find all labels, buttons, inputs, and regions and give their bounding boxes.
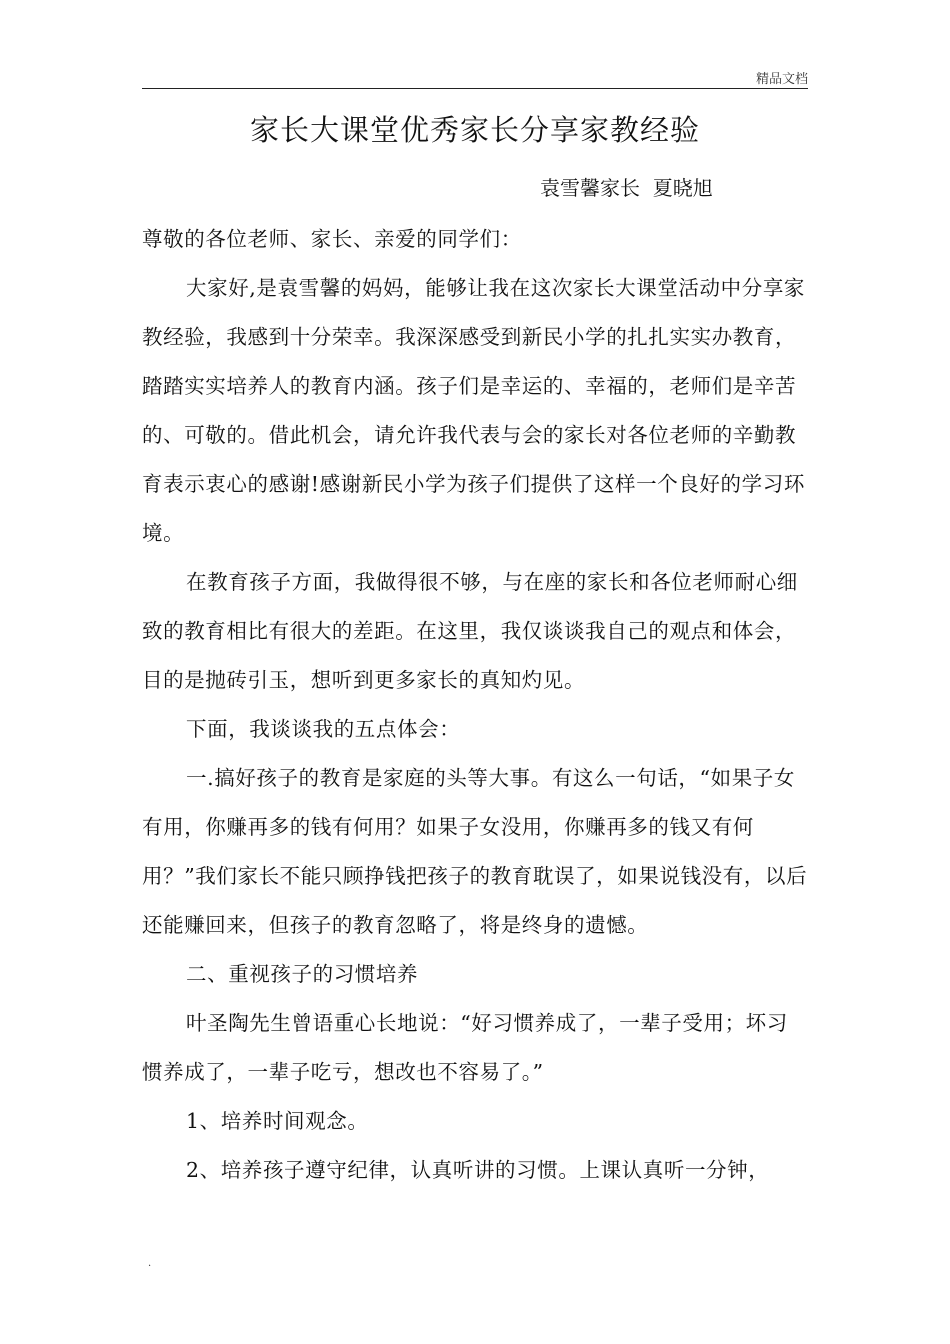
footer-mark: . — [148, 1258, 152, 1269]
list-item-time: 1、培养时间观念。 — [186, 1109, 369, 1133]
salutation: 尊敬的各位老师、家长、亲爱的同学们： — [142, 227, 522, 251]
header-divider — [142, 88, 808, 89]
paragraph-intro-points: 下面，我谈谈我的五点体会： — [186, 717, 461, 741]
paragraph-modesty: 在教育孩子方面，我做得很不够，与在座的家长和各位老师耐心细致的教育相比有很大的差距。在这里，我仅谈谈我自己的观点和体会，目的是抛砖引玉，想听到更多家长的真知灼见。 — [142, 570, 798, 692]
paragraph-quote: 叶圣陶先生曾语重心长地说：“好习惯养成了，一辈子受用；坏习惯养成了，一辈子吃亏，想改也不容易了。” — [142, 1011, 788, 1084]
paragraph-point-one: 一.搞好孩子的教育是家庭的头等大事。有这么一句话，“如果子女有用，你赚再多的钱有何用？如果子女没用，你赚再多的钱又有何用？”我们家长不能只顾挣钱把孩子的教育耽误了，如果说钱没有，以后还能赚回来，但孩子的教育忽略了，将是终身的遗憾。 — [142, 766, 808, 937]
document-body — [142, 215, 808, 1195]
author-line: 袁雪馨家长 夏晓旭 — [540, 176, 713, 200]
header-label: 精品文档 — [755, 72, 808, 87]
paragraph-greeting: 大家好,是袁雪馨的妈妈，能够让我在这次家长大课堂活动中分享家教经验，我感到十分荣幸。我深深感受到新民小学的扎扎实实办教育，踏踏实实培养人的教育内涵。孩子们是幸运的、幸福的，老师们是辛苦的、可敬的。借此机会，请允许我代表与会的家长对各位老师的辛勤教育表示衷心的感谢!感谢新民小学为孩子们提供了这样一个良好的学习环境。 — [142, 276, 806, 545]
document-title: 家长大课堂优秀家长分享家教经验 — [249, 113, 700, 147]
list-item-discipline: 2、培养孩子遵守纪律，认真听讲的习惯。上课认真听一分钟， — [186, 1158, 770, 1182]
heading-point-two: 二、重视孩子的习惯培养 — [186, 962, 419, 986]
